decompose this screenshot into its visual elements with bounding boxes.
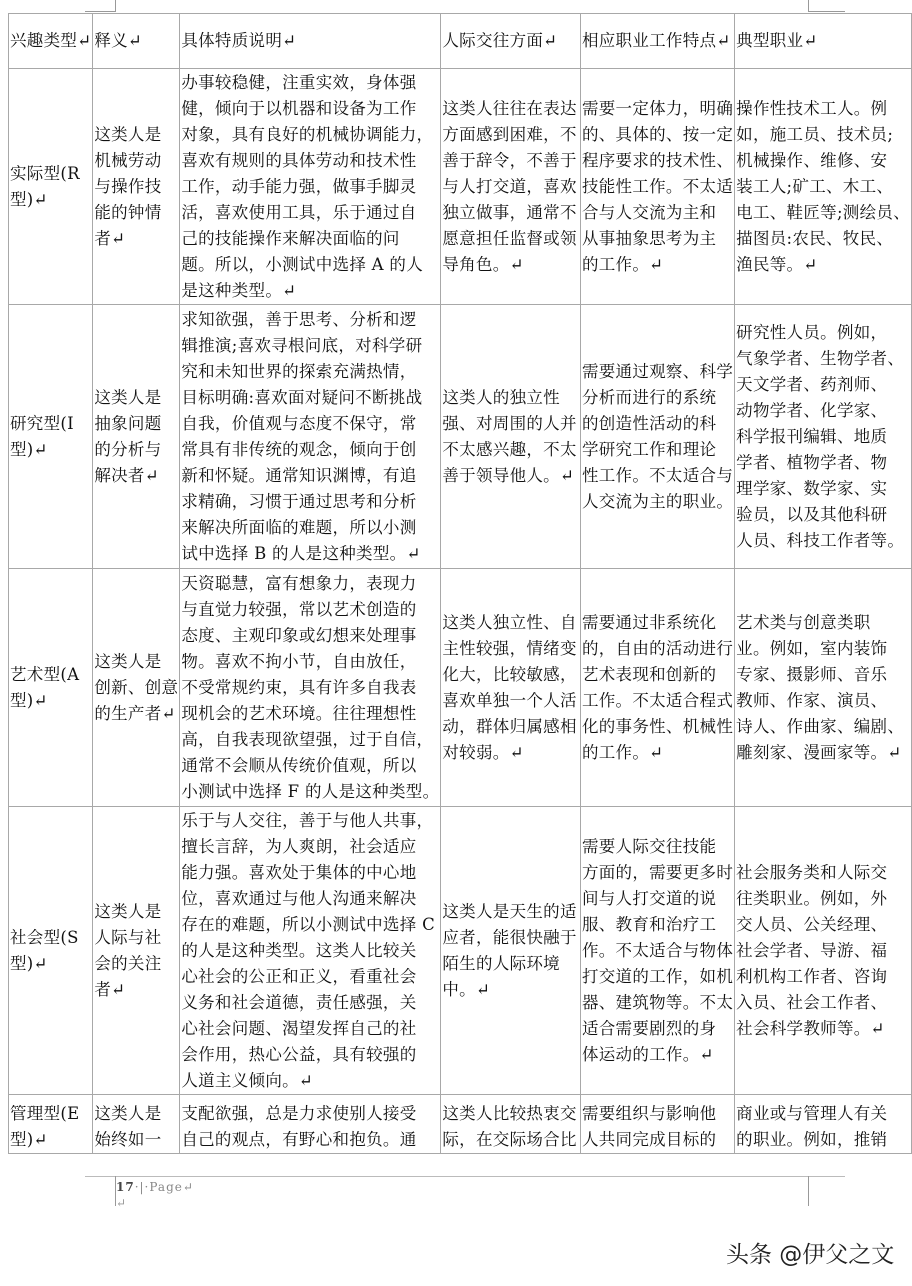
cell-typical-jobs: 商业或与管理人有关 的职业。例如，推销 bbox=[735, 1095, 912, 1154]
cell-interpersonal: 这类人的独立性 强、对周围的人并 不太感兴趣，不太 善于领导他人。↵ bbox=[441, 305, 581, 569]
cell-meaning: 这类人是 抽象问题 的分析与 解决者↵ bbox=[93, 305, 180, 569]
cell-type: 研究型(I 型)↵ bbox=[9, 305, 93, 569]
page-footer bbox=[116, 1180, 194, 1194]
header-cell-interpersonal: 人际交往方面↵ bbox=[441, 14, 581, 69]
table-row bbox=[9, 569, 912, 807]
header-corner-mark-right-h bbox=[808, 11, 845, 12]
header-corner-mark-left-v bbox=[115, 0, 116, 12]
cell-traits: 求知欲强，善于思考、分析和逻 辑推演;喜欢寻根问底，对科学研 究和未知世界的探索充满热情， 目标明确:喜欢面对疑问不断挑战 自我，价值观与态度不保守，常 常具有非传统的观念，倾向于创 新和怀疑。通常知识渊博，有追 求精确，习惯于通过思考和分析 来解决所面临的难题，所以小测 试中选择 B 的人是这种类型。↵ bbox=[180, 305, 441, 569]
cell-typical-jobs: 操作性技术工人。例 如，施工员、技术员; 机械操作、维修、安 装工人;矿工、木工、 电工、鞋匠等;测绘员、 描图员:农民、牧民、 渔民等。↵ bbox=[735, 69, 912, 305]
cell-typical-jobs: 研究性人员。例如， 气象学者、生物学者、 天文学者、药剂师、 动物学者、化学家、 科学报刊编辑、地质 学者、植物学者、物 理学家、数学家、实 验员，以及其他科研 人员、科技工作者等。 bbox=[735, 305, 912, 569]
cell-work-features: 需要组织与影响他 人共同完成目标的 bbox=[580, 1095, 734, 1154]
cell-interpersonal: 这类人是天生的适 应者，能很快融于 陌生的人际环境 中。↵ bbox=[441, 807, 581, 1095]
table-row bbox=[9, 807, 912, 1095]
cell-traits: 办事较稳健，注重实效，身体强 健，倾向于以机器和设备为工作 对象，具有良好的机械协调能力， 喜欢有规则的具体劳动和技术性 工作，动手能力强，做事手脚灵 活，喜欢使用工具，乐于通过自 己的技能操作来解决面临的问 题。所以，小测试中选择 A 的人 是这种类型。↵ bbox=[180, 69, 441, 305]
cell-meaning: 这类人是 人际与社 会的关注 者↵ bbox=[93, 807, 180, 1095]
cell-type: 社会型(S 型)↵ bbox=[9, 807, 93, 1095]
cell-typical-jobs: 社会服务类和人际交 往类职业。例如，外 交人员、公关经理、 社会学者、导游、福 利机构工作者、咨询 入员、社会工作者、 社会科学教师等。↵ bbox=[735, 807, 912, 1095]
cell-work-features: 需要通过观察、科学 分析而进行的系统 的创造性活动的科 学研究工作和理论 性工作。不太适合与 人交流为主的职业。 bbox=[580, 305, 734, 569]
header-cell-work-features: 相应职业工作特点↵ bbox=[580, 14, 734, 69]
table-row bbox=[9, 69, 912, 305]
cell-meaning: 这类人是 机械劳动 与操作技 能的钟情 者↵ bbox=[93, 69, 180, 305]
page-label: Page↵ bbox=[149, 1180, 194, 1194]
cell-type: 管理型(E 型)↵ bbox=[9, 1095, 93, 1154]
cell-work-features: 需要通过非系统化 的，自由的活动进行 艺术表现和创新的 工作。不太适合程式 化的事务性、机械性 的工作。↵ bbox=[580, 569, 734, 807]
table-row bbox=[9, 1095, 912, 1154]
cell-meaning: 这类人是 创新、创意 的生产者↵ bbox=[93, 569, 180, 807]
cell-type: 实际型(R 型)↵ bbox=[9, 69, 93, 305]
interest-types-table bbox=[8, 13, 912, 1154]
footer-divider bbox=[85, 1176, 845, 1177]
cell-traits: 天资聪慧，富有想象力，表现力 与直觉力较强，常以艺术创造的 态度、主观印象或幻想来处理事 物。喜欢不拘小节，自由放任， 不受常规约束，具有许多自我表 现机会的艺术环境。往往理想性 高，自我表现欲望强，过于自信， 通常不会顺从传统价值观，所以 小测试中选择 F 的人是这种类型。 bbox=[180, 569, 441, 807]
cell-work-features: 需要人际交往技能 方面的，需要更多时 间与人打交道的说 服、教育和治疗工 作。不太适合与物体 打交道的工作，如机 器、建筑物等。不太 适合需要剧烈的身 体运动的工作。↵ bbox=[580, 807, 734, 1095]
header-cell-meaning: 释义↵ bbox=[93, 14, 180, 69]
paragraph-mark: ↵ bbox=[116, 1196, 127, 1210]
watermark: 头条 @伊父之文 bbox=[726, 1242, 895, 1268]
cell-interpersonal: 这类人比较热衷交 际，在交际场合比 bbox=[441, 1095, 581, 1154]
cell-traits: 支配欲强，总是力求使别人接受 自己的观点，有野心和抱负。通 bbox=[180, 1095, 441, 1154]
cell-meaning: 这类人是 始终如一 bbox=[93, 1095, 180, 1154]
page-number: 17 bbox=[116, 1180, 135, 1194]
cell-type: 艺术型(A 型)↵ bbox=[9, 569, 93, 807]
header-corner-mark-left-h bbox=[85, 11, 116, 12]
table-row bbox=[9, 305, 912, 569]
cell-interpersonal: 这类人往往在表达 方面感到困难，不 善于辞令，不善于 与人打交道，喜欢 独立做事，通常不 愿意担任监督或领 导角色。↵ bbox=[441, 69, 581, 305]
page-separator: ·|· bbox=[134, 1180, 150, 1194]
header-cell-traits: 具体特质说明↵ bbox=[180, 14, 441, 69]
cell-traits: 乐于与人交往，善于与他人共事， 擅长言辞，为人爽朗，社会适应 能力强。喜欢处于集体的中心地 位，喜欢通过与他人沟通来解决 存在的难题，所以小测试中选择 C 的人是这种类型。这类人比较关 心社会的公正和正义，看重社会 义务和社会道德，责任感强，关 心社会问题、渴望发挥自己的社 会作用，热心公益，具有较强的 人道主义倾向。↵ bbox=[180, 807, 441, 1095]
cell-work-features: 需要一定体力，明确 的、具体的、按一定 程序要求的技术性、 技能性工作。不太适 合与人交流为主和 从事抽象思考为主 的工作。↵ bbox=[580, 69, 734, 305]
footer-corner-mark-right bbox=[808, 1176, 809, 1206]
table-header-row bbox=[9, 14, 912, 69]
cell-typical-jobs: 艺术类与创意类职 业。例如，室内装饰 专家、摄影师、音乐 教师、作家、演员、 诗人、作曲家、编剧、 雕刻家、漫画家等。↵ bbox=[735, 569, 912, 807]
header-cell-typical-jobs: 典型职业↵ bbox=[735, 14, 912, 69]
header-corner-mark-right-v bbox=[808, 0, 809, 12]
header-cell-type: 兴趣类型↵ bbox=[9, 14, 93, 69]
cell-interpersonal: 这类人独立性、自 主性较强，情绪变 化大，比较敏感， 喜欢单独一个人活 动，群体归属感相 对较弱。↵ bbox=[441, 569, 581, 807]
